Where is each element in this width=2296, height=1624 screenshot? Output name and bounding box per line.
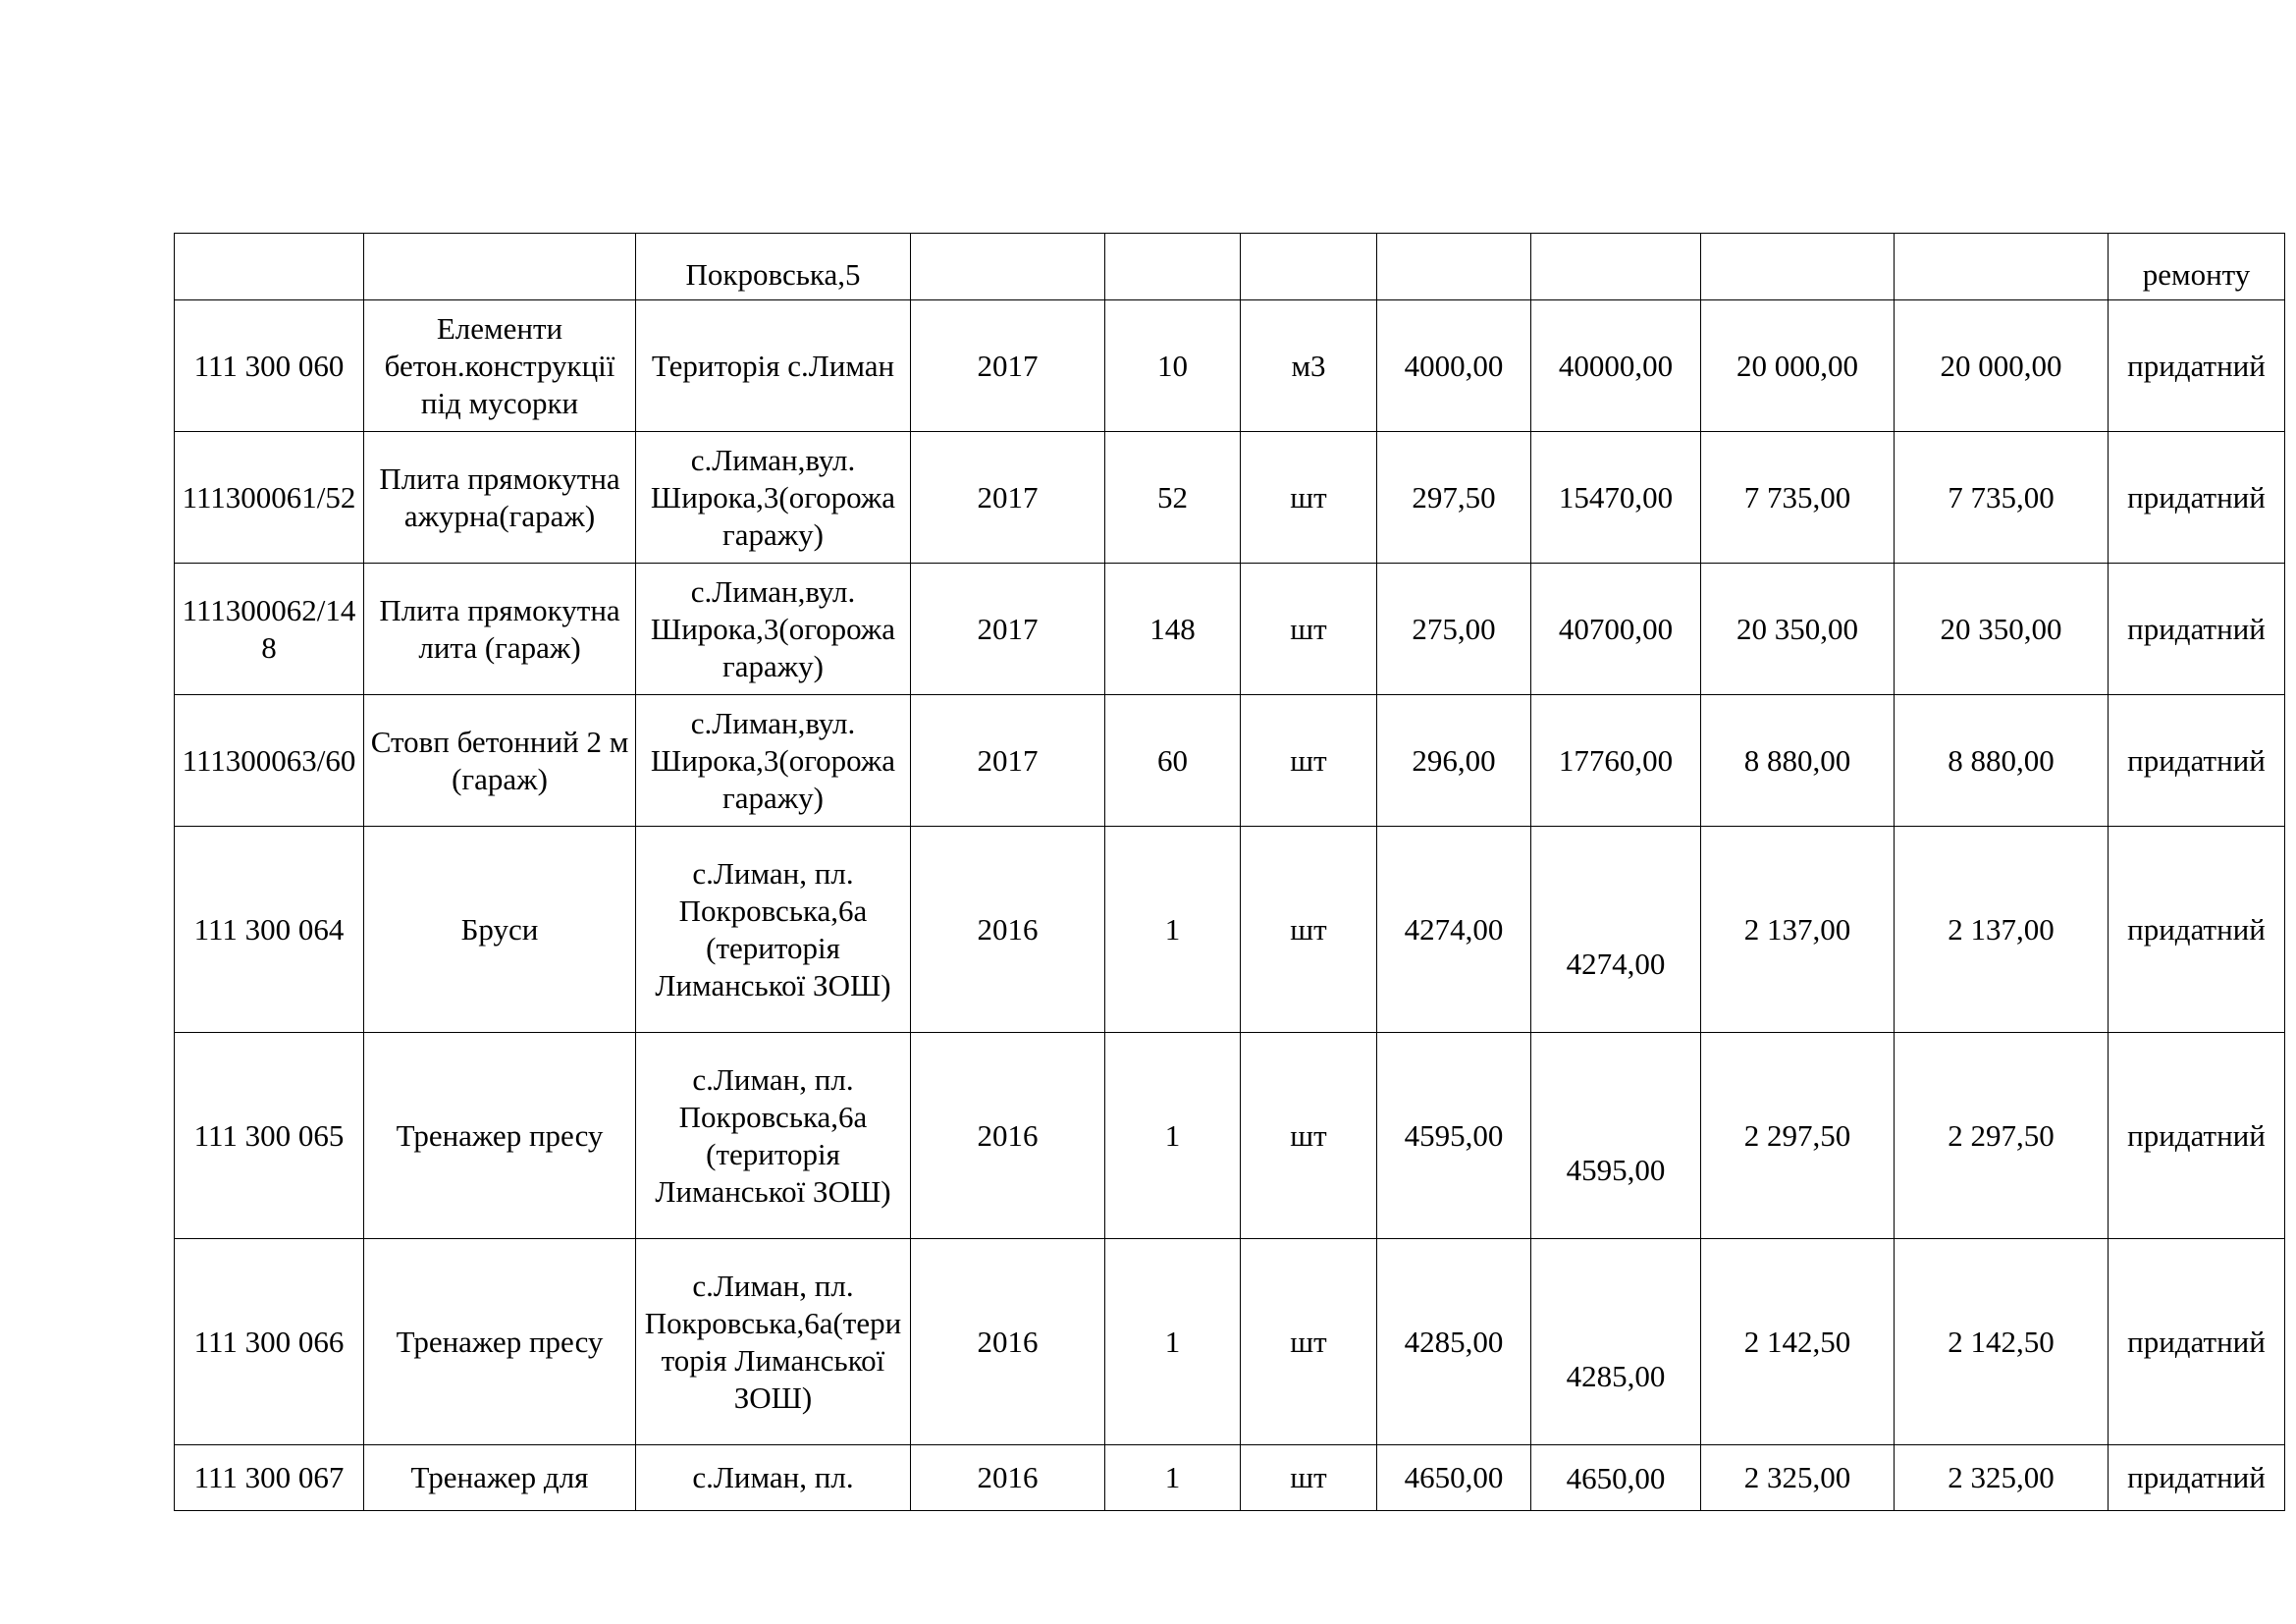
item-condition: придатний: [2109, 564, 2285, 695]
item-amount-a: 2 297,50: [1701, 1033, 1895, 1239]
item-name: Тренажер пресу: [364, 1033, 636, 1239]
item-quantity: 1: [1105, 827, 1241, 1033]
item-location: с.Лиман, пл. Покровська,6а (територія Лиманської ЗОШ): [636, 1033, 911, 1239]
item-unit: шт: [1241, 1445, 1377, 1511]
item-condition: придатний: [2109, 300, 2285, 432]
item-year: 2016: [911, 1445, 1105, 1511]
item-total-value: [1531, 234, 1701, 300]
item-unit: [1241, 234, 1377, 300]
inventory-number: 111 300 060: [175, 300, 364, 432]
table-row: [175, 564, 2285, 695]
item-total-value: 17760,00: [1531, 695, 1701, 827]
item-total-value: 40000,00: [1531, 300, 1701, 432]
item-quantity: 52: [1105, 432, 1241, 564]
item-amount-b: 2 297,50: [1895, 1033, 2109, 1239]
item-year: 2017: [911, 432, 1105, 564]
item-amount-b: 20 350,00: [1895, 564, 2109, 695]
inventory-table: [174, 233, 2285, 1511]
item-quantity: 148: [1105, 564, 1241, 695]
table-row: [175, 695, 2285, 827]
table-row: [175, 827, 2285, 1033]
item-location: с.Лиман,вул. Широка,3(огорожа гаражу): [636, 432, 911, 564]
item-year: [911, 234, 1105, 300]
item-location: с.Лиман, пл. Покровська,6а(територія Лиманської ЗОШ): [636, 1239, 911, 1445]
item-location: с.Лиман,вул. Широка,3(огорожа гаражу): [636, 564, 911, 695]
item-amount-b: 7 735,00: [1895, 432, 2109, 564]
item-amount-b: 2 142,50: [1895, 1239, 2109, 1445]
item-amount-a: [1701, 234, 1895, 300]
item-unit: шт: [1241, 695, 1377, 827]
item-condition: придатний: [2109, 827, 2285, 1033]
inventory-number: 111300062/148: [175, 564, 364, 695]
item-name: [364, 234, 636, 300]
item-amount-a: 8 880,00: [1701, 695, 1895, 827]
item-unit-price: 4285,00: [1377, 1239, 1531, 1445]
item-unit: м3: [1241, 300, 1377, 432]
item-unit: шт: [1241, 432, 1377, 564]
item-year: 2017: [911, 695, 1105, 827]
item-name: Елементи бетон.конструкції під мусорки: [364, 300, 636, 432]
item-year: 2016: [911, 1033, 1105, 1239]
item-amount-b: [1895, 234, 2109, 300]
item-unit-price: 4650,00: [1377, 1445, 1531, 1511]
item-amount-b: 20 000,00: [1895, 300, 2109, 432]
item-total-value: 4595,00: [1531, 1033, 1701, 1239]
item-quantity: 1: [1105, 1445, 1241, 1511]
item-condition: придатний: [2109, 695, 2285, 827]
item-unit-price: 275,00: [1377, 564, 1531, 695]
item-amount-a: 2 142,50: [1701, 1239, 1895, 1445]
item-name: Тренажер пресу: [364, 1239, 636, 1445]
item-quantity: [1105, 234, 1241, 300]
item-year: 2017: [911, 564, 1105, 695]
item-unit: шт: [1241, 1033, 1377, 1239]
table-row: [175, 1033, 2285, 1239]
item-unit-price: 297,50: [1377, 432, 1531, 564]
item-year: 2017: [911, 300, 1105, 432]
item-location: Покровська,5: [636, 234, 911, 300]
item-name: Плита прямокутна ажурна(гараж): [364, 432, 636, 564]
item-condition: придатний: [2109, 1033, 2285, 1239]
item-amount-b: 2 325,00: [1895, 1445, 2109, 1511]
item-name: Плита прямокутна лита (гараж): [364, 564, 636, 695]
item-location: Територія с.Лиман: [636, 300, 911, 432]
item-amount-b: 8 880,00: [1895, 695, 2109, 827]
inventory-number: 111300063/60: [175, 695, 364, 827]
inventory-number: 111300061/52: [175, 432, 364, 564]
item-location: с.Лиман, пл.: [636, 1445, 911, 1511]
inventory-number: 111 300 067: [175, 1445, 364, 1511]
item-quantity: 60: [1105, 695, 1241, 827]
table-row: [175, 300, 2285, 432]
item-location: с.Лиман, пл. Покровська,6а (територія Лиманської ЗОШ): [636, 827, 911, 1033]
item-location: с.Лиман,вул. Широка,3(огорожа гаражу): [636, 695, 911, 827]
item-unit-price: [1377, 234, 1531, 300]
item-condition: придатний: [2109, 1239, 2285, 1445]
item-total-value: 4274,00: [1531, 827, 1701, 1033]
table-row: [175, 1445, 2285, 1511]
inventory-number: 111 300 065: [175, 1033, 364, 1239]
item-amount-a: 7 735,00: [1701, 432, 1895, 564]
item-total-value: 40700,00: [1531, 564, 1701, 695]
item-name: Тренажер для: [364, 1445, 636, 1511]
item-total-value: 4285,00: [1531, 1239, 1701, 1445]
item-condition: придатний: [2109, 432, 2285, 564]
item-unit-price: 296,00: [1377, 695, 1531, 827]
table-row: [175, 1239, 2285, 1445]
item-amount-a: 2 325,00: [1701, 1445, 1895, 1511]
item-unit-price: 4274,00: [1377, 827, 1531, 1033]
item-unit-price: 4000,00: [1377, 300, 1531, 432]
item-unit: шт: [1241, 1239, 1377, 1445]
item-name: Стовп бетонний 2 м (гараж): [364, 695, 636, 827]
inventory-number: 111 300 066: [175, 1239, 364, 1445]
table-row: [175, 432, 2285, 564]
inventory-number: [175, 234, 364, 300]
item-amount-b: 2 137,00: [1895, 827, 2109, 1033]
item-unit-price: 4595,00: [1377, 1033, 1531, 1239]
table-row: [175, 234, 2285, 300]
item-amount-a: 20 350,00: [1701, 564, 1895, 695]
item-condition: ремонту: [2109, 234, 2285, 300]
item-unit: шт: [1241, 564, 1377, 695]
item-total-value: 4650,00: [1531, 1445, 1701, 1511]
item-quantity: 10: [1105, 300, 1241, 432]
item-year: 2016: [911, 1239, 1105, 1445]
item-quantity: 1: [1105, 1033, 1241, 1239]
item-quantity: 1: [1105, 1239, 1241, 1445]
item-unit: шт: [1241, 827, 1377, 1033]
inventory-number: 111 300 064: [175, 827, 364, 1033]
item-condition: придатний: [2109, 1445, 2285, 1511]
item-total-value: 15470,00: [1531, 432, 1701, 564]
item-name: Бруси: [364, 827, 636, 1033]
item-amount-a: 20 000,00: [1701, 300, 1895, 432]
item-amount-a: 2 137,00: [1701, 827, 1895, 1033]
item-year: 2016: [911, 827, 1105, 1033]
